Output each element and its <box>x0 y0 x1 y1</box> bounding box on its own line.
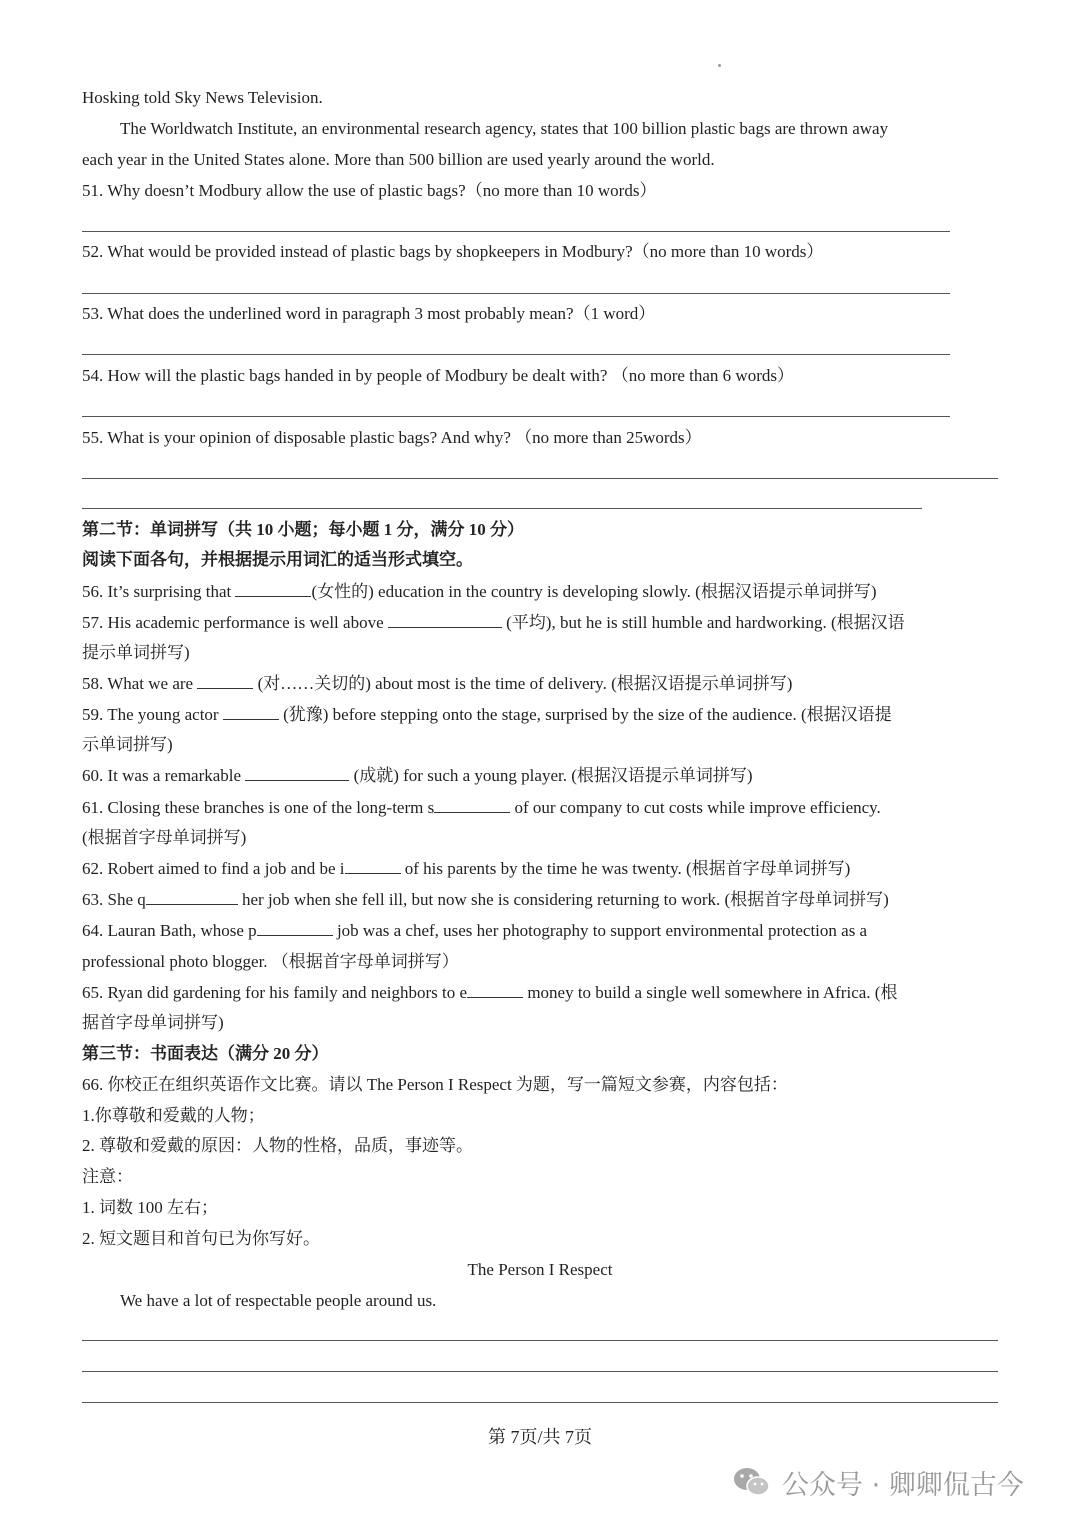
item-59-cont: 示单词拼写) <box>82 735 173 754</box>
question-55: 55. What is your opinion of disposable plastic bags? And why? （no more than 25words） <box>82 428 702 447</box>
item-62: 62. Robert aimed to find a job and be i of his parents by the time he was twenty. (根据首字母单词拼写) <box>82 859 851 878</box>
answer-line[interactable] <box>82 478 998 479</box>
answer-line[interactable] <box>82 231 950 232</box>
writing-task: 66. 你校正在组织英语作文比赛。请以 The Person I Respect 为题，写一篇短文参赛，内容包括： <box>82 1075 788 1094</box>
writing-line[interactable] <box>82 1402 998 1403</box>
passage-line: each year in the United States alone. More than 500 billion are used yearly around the world. <box>82 150 715 169</box>
fill-blank[interactable] <box>235 582 311 597</box>
question-52: 52. What would be provided instead of plastic bags by shopkeepers in Modbury?（no more than 10 words） <box>82 242 824 261</box>
essay-first-sentence: We have a lot of respectable people around us. <box>120 1291 437 1310</box>
wechat-icon <box>732 1466 772 1498</box>
writing-line[interactable] <box>82 1340 998 1341</box>
passage-line: The Worldwatch Institute, an environmental research agency, states that 100 billion plastic bags are thrown away <box>120 119 889 138</box>
item-63: 63. She q her job when she fell ill, but now she is considering returning to work. (根据首字母单词拼写) <box>82 890 889 909</box>
passage-line: Hosking told Sky News Television. <box>82 88 323 107</box>
scan-speck <box>718 64 721 67</box>
section3-heading: 第三节：书面表达（满分 20 分） <box>82 1044 329 1063</box>
answer-line[interactable] <box>82 416 950 417</box>
item-57: 57. His academic performance is well above (平均), but he is still humble and hardworking. (根据汉语 <box>82 613 905 632</box>
section2-heading: 第二节：单词拼写（共 10 小题；每小题 1 分，满分 10 分） <box>82 520 524 539</box>
fill-blank[interactable] <box>257 921 333 936</box>
question-54: 54. How will the plastic bags handed in by people of Modbury be dealt with? （no more than 6 words） <box>82 366 794 385</box>
item-60: 60. It was a remarkable (成就) for such a young player. (根据汉语提示单词拼写) <box>82 766 753 785</box>
fill-blank[interactable] <box>467 983 523 998</box>
item-64: 64. Lauran Bath, whose p job was a chef, uses her photography to support environmental protection as a <box>82 921 868 940</box>
question-53: 53. What does the underlined word in paragraph 3 most probably mean?（1 word） <box>82 304 656 323</box>
item-65-cont: 据首字母单词拼写) <box>82 1013 224 1032</box>
note-item: 1. 词数 100 左右； <box>82 1198 218 1217</box>
answer-line[interactable] <box>82 508 922 509</box>
fill-blank[interactable] <box>245 766 349 781</box>
watermark <box>732 1462 1024 1502</box>
item-64-cont: professional photo blogger. （根据首字母单词拼写） <box>82 952 459 971</box>
essay-title: The Person I Respect <box>467 1260 613 1279</box>
answer-line[interactable] <box>82 293 950 294</box>
item-61-cont: (根据首字母单词拼写) <box>82 828 247 847</box>
question-51: 51. Why doesn’t Modbury allow the use of plastic bags?（no more than 10 words） <box>82 181 657 200</box>
item-58: 58. What we are (对……关切的) about most is the time of delivery. (根据汉语提示单词拼写) <box>82 674 793 693</box>
item-56: 56. It’s surprising that (女性的) education in the country is developing slowly. (根据汉语提示单词拼写) <box>82 582 877 601</box>
fill-blank[interactable] <box>223 705 279 720</box>
page-number: 第 7页/共 7页 <box>487 1427 592 1447</box>
fill-blank[interactable] <box>388 613 502 628</box>
item-65: 65. Ryan did gardening for his family and neighbors to e money to build a single well somewhere in Africa. (根 <box>82 983 898 1002</box>
note-label: 注意： <box>82 1167 133 1186</box>
watermark-text: 公众号 · 卿卿侃古今 <box>782 1469 1024 1501</box>
writing-point: 2. 尊敬和爱戴的原因：人物的性格，品质，事迹等。 <box>82 1136 473 1155</box>
fill-blank[interactable] <box>197 674 253 689</box>
answer-line[interactable] <box>82 354 950 355</box>
fill-blank[interactable] <box>434 798 510 813</box>
item-59: 59. The young actor (犹豫) before stepping onto the stage, surprised by the size of the audience. (根据汉语提 <box>82 705 892 724</box>
item-57-cont: 提示单词拼写) <box>82 643 190 662</box>
section2-instruction: 阅读下面各句，并根据提示用词汇的适当形式填空。 <box>82 550 473 569</box>
fill-blank[interactable] <box>146 890 238 905</box>
writing-line[interactable] <box>82 1371 998 1372</box>
note-item: 2. 短文题目和首句已为你写好。 <box>82 1229 320 1248</box>
item-61: 61. Closing these branches is one of the long-term s of our company to cut costs while improve efficiency. <box>82 798 881 817</box>
writing-point: 1.你尊敬和爱戴的人物； <box>82 1106 265 1125</box>
fill-blank[interactable] <box>345 859 401 874</box>
